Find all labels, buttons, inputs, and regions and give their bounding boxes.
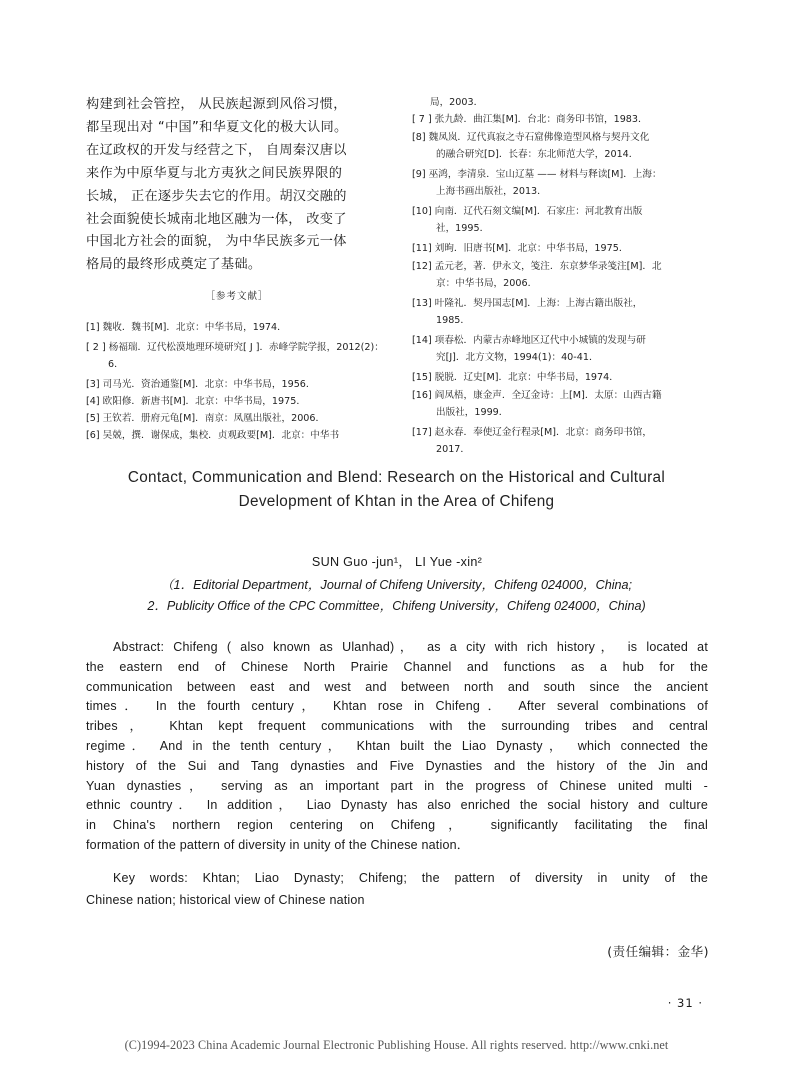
body-line: 中国北方社会的面貌， 为中华民族多元一体 — [86, 234, 347, 250]
english-title-line: Development of Khtan in the Area of Chifeng — [238, 493, 555, 510]
body-line: 社会面貌使长城南北地区融为一体， 改变了 — [86, 211, 347, 227]
reference-item-continuation: 1985． — [436, 315, 471, 326]
abstract-line: times． In the fourth century， Khtan rose in Chifeng． After several combinations of — [86, 699, 708, 714]
reference-item: [8] 魏凤岚．辽代真寂之寺石窟佛像造型风格与契丹文化 — [412, 132, 650, 143]
page-number: · 31 · — [667, 996, 703, 1010]
keywords-line: Key words: Khtan; Liao Dynasty; Chifeng; the pattern of diversity in unity of the — [113, 871, 708, 885]
keywords — [86, 867, 708, 911]
body-line: 在辽政权的开发与经营之下， 自周秦汉唐以 — [86, 142, 347, 158]
reference-item: [9] 巫鸿，李清泉．宝山辽墓 —— 材料与释读[M]．上海： — [412, 169, 662, 180]
abstract-line: regime． And in the tenth century， Khtan built the Liao Dynasty， which connected the — [86, 738, 708, 753]
keywords-line: Chinese nation; historical view of Chinese nation — [86, 893, 365, 907]
reference-continuation: 局，2003． — [430, 97, 484, 108]
authors: SUN Guo -jun¹， LI Yue -xin² — [311, 555, 483, 569]
reference-item-continuation: 2017． — [436, 444, 471, 455]
body-line: 长城， 正在逐步失去它的作用。胡汉交融的 — [86, 188, 347, 204]
affiliations — [60, 575, 733, 617]
reference-item: [5] 王钦若．册府元龟[M]．南京：凤凰出版社，2006． — [86, 413, 326, 425]
body-text — [86, 94, 388, 277]
reference-item-continuation: 社，1995． — [436, 223, 490, 234]
affiliation-line — [60, 596, 733, 617]
body-line: 格局的最终形成奠定了基础。 — [86, 257, 262, 273]
reference-item: [11] 刘昫．旧唐书[M]．北京：中华书局，1975． — [412, 243, 629, 254]
abstract-line: formation of the pattern of diversity in unity of the Chinese nation． — [86, 837, 470, 852]
left-column — [86, 94, 388, 444]
abstract — [86, 638, 708, 856]
abstract-line: history of the Sui and Tang dynasties and Five Dynasties and the history of the Jin and — [86, 758, 708, 773]
abstract-line: the eastern end of Chinese North Prairie Channel and functions as a hub for the — [86, 659, 708, 674]
english-title-line: Contact, Communication and Blend: Research on the Historical and Cultural — [127, 469, 666, 486]
reference-item-continuation: 上海书画出版社，2013． — [436, 186, 547, 197]
references-title: ［参考文献］ — [205, 291, 269, 303]
right-column — [412, 94, 712, 461]
abstract-line: communication between east and west and between north and south since the ancient — [86, 679, 708, 694]
reference-item: [12] 孟元老，著．伊永文，笺注．东京梦华录笺注[M]．北 — [412, 261, 662, 272]
reference-item: [17] 赵永春．奉使辽金行程录[M]．北京：商务印书馆， — [412, 427, 652, 438]
reference-item: [10] 向南．辽代石刻文编[M]．石家庄：河北教育出版 — [412, 206, 643, 217]
reference-item: [6] 吴兢，撰．谢保成，集校．贞观政要[M]．北京：中华书 — [86, 430, 340, 442]
affiliation-text: 2．Publicity Office of the CPC Committee，Chifeng University，Chifeng 024000，China) — [147, 599, 646, 613]
affiliation-text: （1．Editorial Department，Journal of Chifeng University，Chifeng 024000，China; — [160, 578, 633, 592]
reference-item: [16] 阎凤梧，康金声．全辽金诗：上[M]．太原：山西古籍 — [412, 390, 662, 401]
abstract-line: in China's northern region centering on Chifeng， significantly facilitating the final — [86, 818, 708, 833]
reference-item: [1] 魏收．魏书[M]．北京：中华书局，1974． — [86, 322, 287, 334]
reference-item-continuation: 究[J]．北方文物，1994(1)：40-41． — [436, 352, 599, 363]
reference-item-continuation: 京：中华书局，2006． — [436, 278, 538, 289]
abstract-line: ethnic country． In addition， Liao Dynasty has also enriched the social history and culture — [86, 798, 708, 813]
body-line: 都呈现出对 “中国”和华夏文化的极大认同。 — [86, 119, 348, 135]
reference-item: [4] 欧阳修．新唐书[M]．北京：中华书局，1975． — [86, 396, 306, 408]
abstract-line: Yuan dynasties， serving as an important part in the progress of Chinese united multi - — [86, 778, 708, 793]
abstract-line: Abstract: Chifeng ( also known as Ulanhad)， as a city with rich history， is located at — [113, 640, 708, 654]
copyright-footer: (C)1994-2023 China Academic Journal Electronic Publishing House. All rights reserved. http://www.cnki.net — [124, 1038, 669, 1052]
responsible-editor: (责任编辑：金华) — [607, 944, 709, 959]
abstract-line: tribes， Khtan kept frequent communications with the surrounding tribes and central — [86, 719, 708, 734]
reference-item: [14] 项春松．内蒙古赤峰地区辽代中小城镇的发现与研 — [412, 335, 646, 346]
reference-item: [15] 脱脱．辽史[M]．北京：中华书局，1974． — [412, 372, 619, 383]
reference-item: [13] 叶隆礼．契丹国志[M]．上海：上海古籍出版社， — [412, 298, 643, 309]
body-line: 构建到社会管控， 从民族起源到风俗习惯， — [86, 97, 347, 112]
reference-item: [ 7 ] 张九龄．曲江集[M]．台北：商务印书馆，1983． — [412, 114, 648, 125]
reference-item-continuation: 的融合研究[D]．长春：东北师范大学，2014． — [436, 149, 639, 160]
affiliation-line — [60, 575, 733, 596]
english-title — [60, 466, 733, 514]
right-reference-list — [412, 111, 712, 458]
reference-item: [ 2 ] 杨福瑞．辽代松漠地理环境研究[ J ]．赤峰学院学报，2012(2)：6． — [86, 342, 384, 371]
reference-item: [3] 司马光．资治通鉴[M]．北京：中华书局，1956． — [86, 379, 316, 391]
reference-item-continuation: 出版社，1999． — [436, 407, 509, 418]
body-line: 来作为中原华夏与北方夷狄之间民族界限的 — [86, 165, 343, 181]
